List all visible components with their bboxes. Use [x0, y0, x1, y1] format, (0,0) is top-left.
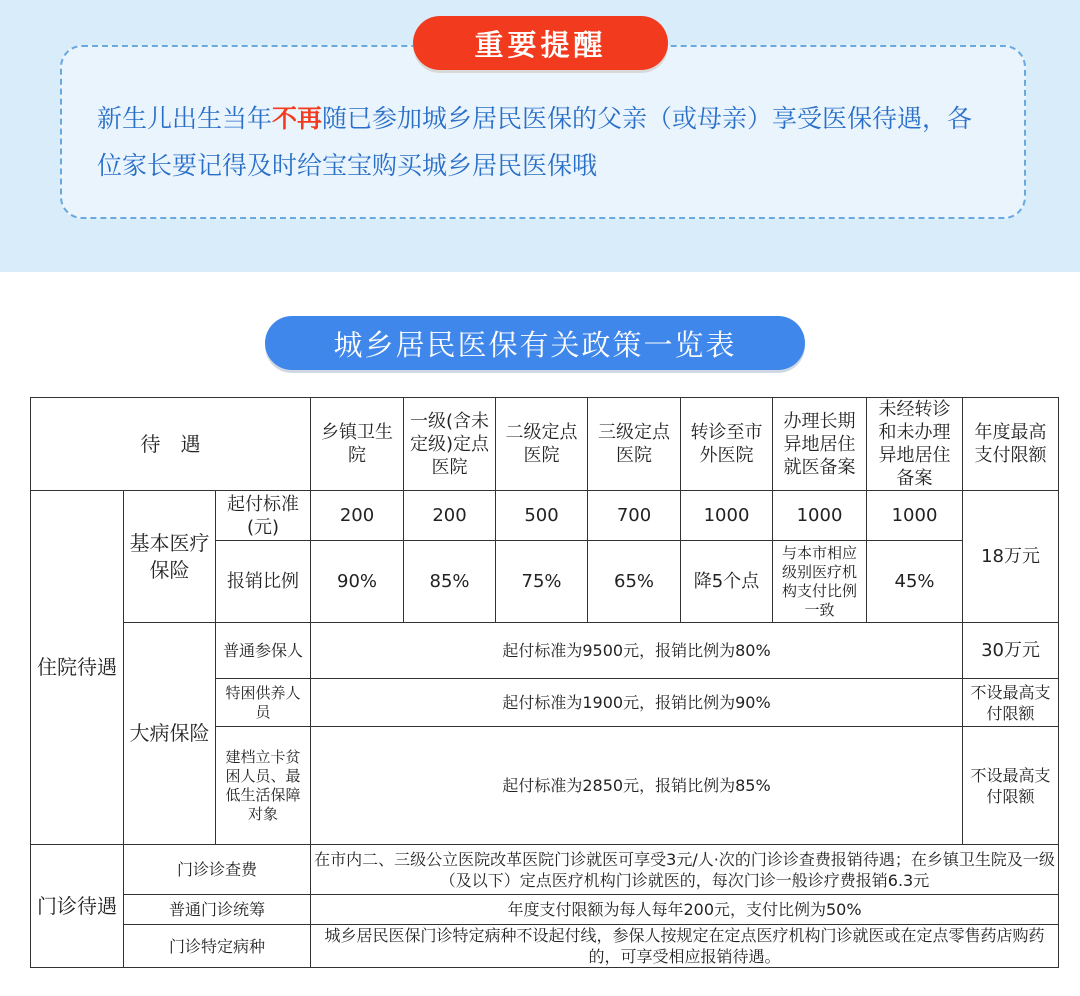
table-row: [31, 491, 1059, 541]
critical-limit: 不设最高支付限额: [963, 679, 1059, 727]
header-row: [31, 398, 1059, 491]
table-row: [31, 623, 1059, 679]
critical-group: 普通参保人: [216, 623, 311, 679]
table-row: [31, 895, 1059, 925]
notice-text-emphasis: 不再: [272, 104, 323, 133]
notice-badge: 重要提醒: [413, 16, 668, 70]
ratio-label: 报销比例: [216, 541, 311, 623]
outpatient-item: 普通门诊统筹: [124, 895, 311, 925]
header-col: 二级定点医院: [496, 398, 588, 491]
ratio-cell: 45%: [867, 541, 963, 623]
deductible-cell: 500: [496, 491, 588, 541]
header-col: 办理长期异地居住就医备案: [773, 398, 867, 491]
deductible-cell: 200: [311, 491, 404, 541]
critical-desc: 起付标准为1900元，报销比例为90%: [311, 679, 963, 727]
ratio-cell: 90%: [311, 541, 404, 623]
table-row: [31, 845, 1059, 895]
critical-insurance-label: 大病保险: [124, 623, 216, 845]
ratio-cell: 85%: [404, 541, 496, 623]
ratio-cell: 75%: [496, 541, 588, 623]
outpatient-label: 门诊待遇: [31, 845, 124, 968]
notice-text-after: 随已参加城乡居民医保的父亲（或母亲）享受医保待遇，各位家长要记得及时给宝宝购买城乡居民医保哦: [97, 104, 973, 180]
deductible-cell: 700: [588, 491, 681, 541]
critical-limit: 30万元: [963, 623, 1059, 679]
outpatient-desc: 城乡居民医保门诊特定病种不设起付线，参保人按规定在定点医疗机构门诊就医或在定点零售药店购药的，可享受相应报销待遇。: [311, 925, 1059, 968]
critical-limit: 不设最高支付限额: [963, 727, 1059, 845]
outpatient-item: 门诊特定病种: [124, 925, 311, 968]
outpatient-item: 门诊诊查费: [124, 845, 311, 895]
basic-limit: 18万元: [963, 491, 1059, 623]
header-col: 乡镇卫生院: [311, 398, 404, 491]
ratio-cell: 65%: [588, 541, 681, 623]
ratio-cell: 降5个点: [681, 541, 773, 623]
inpatient-label: 住院待遇: [31, 491, 124, 845]
header-treatment: 待 遇: [31, 398, 311, 491]
notice-text-before: 新生儿出生当年: [97, 104, 273, 133]
header-col: 一级(含未定级)定点医院: [404, 398, 496, 491]
header-col: 年度最高支付限额: [963, 398, 1059, 491]
outpatient-desc: 年度支付限额为每人每年200元，支付比例为50%: [311, 895, 1059, 925]
notice-text: [97, 95, 997, 189]
header-col: 未经转诊和未办理异地居住备案: [867, 398, 963, 491]
deductible-cell: 1000: [681, 491, 773, 541]
table-title: 城乡居民医保有关政策一览表: [265, 316, 805, 370]
critical-group: 建档立卡贫困人员、最低生活保障对象: [216, 727, 311, 845]
critical-desc: 起付标准为2850元，报销比例为85%: [311, 727, 963, 845]
ratio-cell: 与本市相应级别医疗机构支付比例一致: [773, 541, 867, 623]
deductible-cell: 1000: [867, 491, 963, 541]
table-row: [31, 925, 1059, 968]
critical-desc: 起付标准为9500元，报销比例为80%: [311, 623, 963, 679]
header-col: 转诊至市外医院: [681, 398, 773, 491]
critical-group: 特困供养人员: [216, 679, 311, 727]
policy-table: [30, 397, 1059, 968]
basic-insurance-label: 基本医疗保险: [124, 491, 216, 623]
deductible-label: 起付标准(元): [216, 491, 311, 541]
outpatient-desc: 在市内二、三级公立医院改革医院门诊就医可享受3元/人·次的门诊诊查费报销待遇；在乡镇卫生院及一级（及以下）定点医疗机构门诊就医的，每次门诊一般诊疗费报销6.3元: [311, 845, 1059, 895]
deductible-cell: 1000: [773, 491, 867, 541]
header-col: 三级定点医院: [588, 398, 681, 491]
deductible-cell: 200: [404, 491, 496, 541]
